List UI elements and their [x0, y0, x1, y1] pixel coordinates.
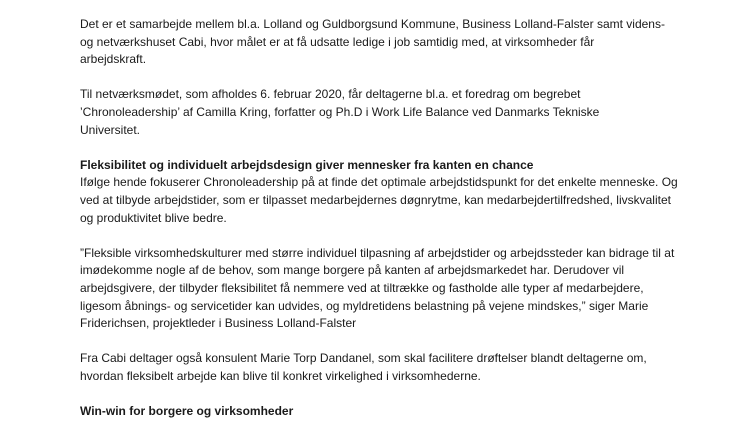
text-line: Det er et samarbejde mellem bl.a. Lolland og Guldborgsund Kommune, Business Lolland-Falster samt videns-: [80, 17, 665, 31]
text-line: ’Chronoleadership’ af Camilla Kring, forfatter og Ph.D i Work Life Balance ved Danmarks Tekniske: [80, 104, 600, 119]
paragraph-spacer: [80, 69, 680, 87]
paragraph-spacer: [80, 385, 680, 403]
paragraph-spacer: [80, 227, 680, 245]
text-line: og produktivitet blive bedre.: [80, 210, 227, 225]
text-line: Ifølge hende fokuserer Chronoleadership på at finde det optimale arbejdstidspunkt for det enkelte menneske. Og: [80, 175, 678, 190]
meeting-paragraph: [80, 86, 680, 139]
text-line: ved at tilbyde arbejdstider, som er tilpasset medarbejdernes døgnrytme, kan medarbejdertilfredshed, livskvalitet: [80, 192, 671, 207]
text-line: Til netværksmødet, som afholdes 6. februar 2020, får deltagerne bl.a. et foredrag om begrebet: [80, 87, 581, 102]
cabi-paragraph: [80, 350, 680, 385]
text-line: Friderichsen, projektleder i Business Lolland-Falster: [80, 316, 357, 331]
section-heading-win-win: Win-win for borgere og virksomheder: [80, 404, 294, 419]
text-line: imødekomme nogle af de behov, som mange borgere på kanten af arbejdsmarkedet har. Derudover vil: [80, 263, 625, 278]
text-line: Universitet.: [80, 122, 141, 137]
text-line: hvordan fleksibelt arbejde kan blive til konkret virkelighed i virksomhederne.: [80, 368, 481, 383]
intro-paragraph: [80, 16, 680, 69]
section-heading-flexibility: Fleksibilitet og individuelt arbejdsdesign giver mennesker fra kanten en chance: [80, 157, 534, 172]
text-line: Fra Cabi deltager også konsulent Marie Torp Dandanel, som skal facilitere drøftelser blandt deltagerne om,: [80, 351, 647, 366]
text-line: arbejdskraft.: [80, 52, 147, 67]
document-page: [80, 16, 680, 421]
text-line: arbejdsgivere, der tilbyder fleksibilitet få nemmere ved at tiltrække og fastholde alle typer af medarbejdere,: [80, 280, 644, 295]
flexibility-paragraph: [80, 174, 680, 227]
text-line: ”Fleksible virksomhedskulturer med større individuel tilpasning af arbejdstider og arbejdssteder kan bidrage til at: [80, 245, 675, 260]
paragraph-spacer: [80, 139, 680, 157]
text-line: og netværkshuset Cabi, hvor målet er at få udsatte ledige i job samtidig med, at virksomheder får: [80, 34, 595, 49]
text-line: ligesom åbnings- og servicetider kan udvides, og myldretidens belastning på vejene mindskes,” siger Marie: [80, 298, 649, 313]
paragraph-spacer: [80, 333, 680, 351]
quote-paragraph: [80, 245, 680, 333]
